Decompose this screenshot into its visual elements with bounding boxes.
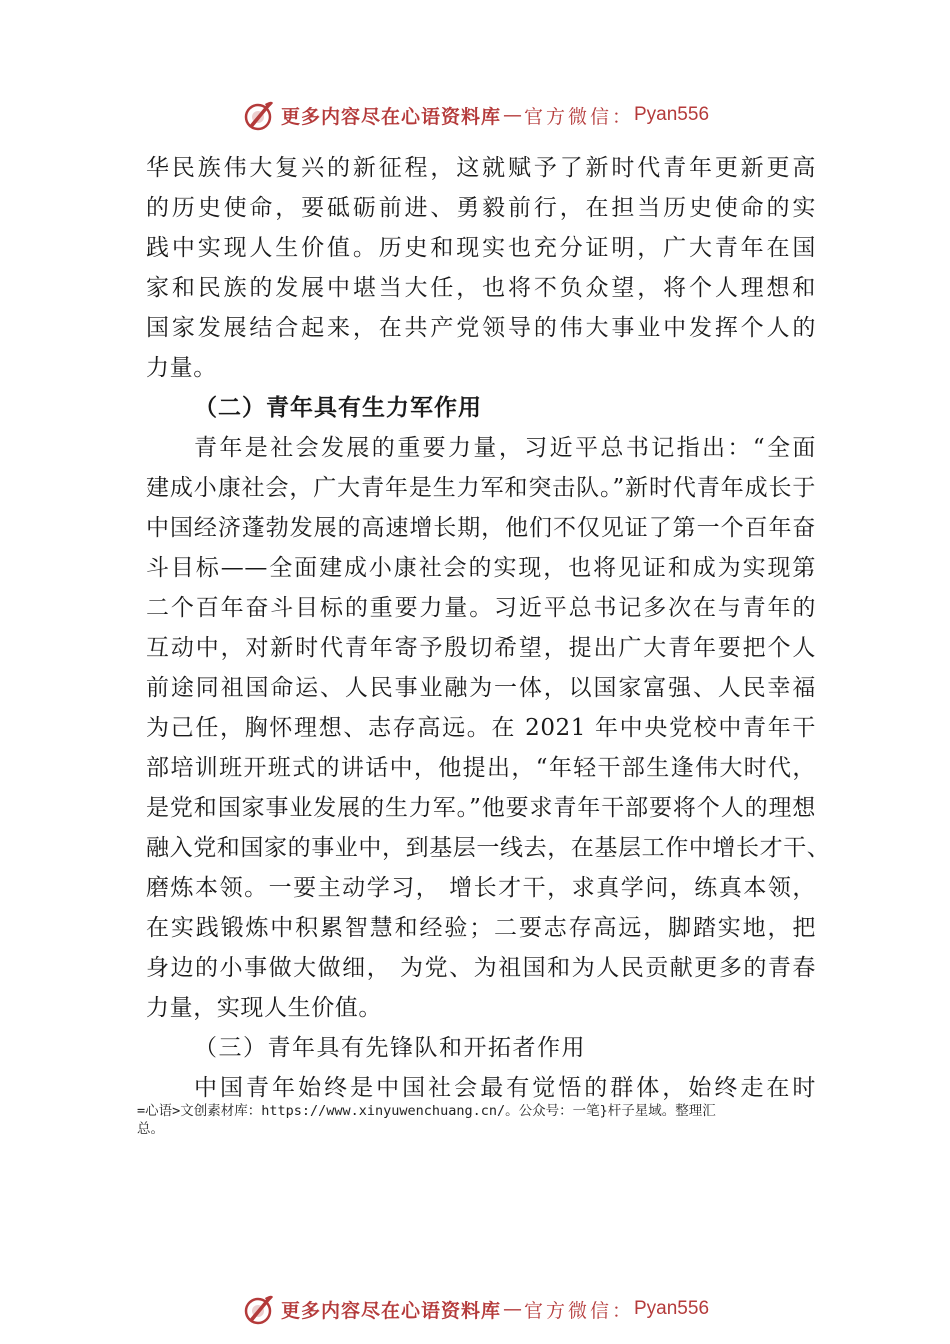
text-line: 青年是社会发展的重要力量，习近平总书记指出：“全面 xyxy=(194,435,816,461)
footnote-line: 总。 xyxy=(137,1121,164,1137)
banner-wechat-label: 官方微信： xyxy=(523,105,634,128)
text-line: 磨炼本领。一要主动学习， 增长才干，求真学问，练真本领， xyxy=(146,875,816,901)
text-line: 力量。 xyxy=(146,355,217,381)
text-line: 华民族伟大复兴的新征程，这就赋予了新时代青年更新更高 xyxy=(146,155,816,181)
text-line: 中国青年始终是中国社会最有觉悟的群体，始终走在时 xyxy=(194,1075,816,1101)
text-line: 斗目标——全面建成小康社会的实现，也将见证和成为实现第 xyxy=(146,555,816,581)
text-line: 建成小康社会，广大青年是生力军和突击队。”新时代青年成长于 xyxy=(146,475,816,501)
text-line: 部培训班开班式的讲话中，他提出，“年轻干部生逢伟大时代， xyxy=(146,755,816,781)
banner-wechat-id: Pyan556 xyxy=(634,1298,710,1319)
text-line: 的历史使命，要砥砺前进、勇毅前行，在担当历史使命的实 xyxy=(146,195,816,221)
source-footnote xyxy=(137,1102,837,1138)
text-line: 互动中，对新时代青年寄予殷切希望，提出广大青年要把个人 xyxy=(146,635,816,661)
banner-wechat-id: Pyan556 xyxy=(634,104,710,125)
paragraph-1 xyxy=(146,148,816,388)
section-heading-3: （三）青年具有先锋队和开拓者作用 xyxy=(194,1035,586,1061)
text-line: 力量，实现人生价值。 xyxy=(146,995,382,1021)
text-line: 家和民族的发展中堪当大任，也将不负众望，将个人理想和 xyxy=(146,275,816,301)
header-banner xyxy=(0,95,950,135)
text-line: 身边的小事做大做细， 为党、为祖国和为人民贡献更多的青春 xyxy=(146,955,816,981)
text-line: 在实践锻炼中积累智慧和经验；二要志存高远，脚踏实地，把 xyxy=(146,915,816,941)
footnote-line: =心语>文创素材库：https://www.xinyuwenchuang.cn/。公众号：一笔}杆子星域。整理汇 xyxy=(137,1103,716,1119)
text-line: 二个百年奋斗目标的重要力量。习近平总书记多次在与青年的 xyxy=(146,595,816,621)
banner-dash: — xyxy=(502,104,522,126)
banner-title: 更多内容尽在心语资料库 xyxy=(280,105,501,128)
banner-title: 更多内容尽在心语资料库 xyxy=(280,1299,501,1322)
banner-wechat-label: 官方微信： xyxy=(523,1299,634,1322)
banner-dash: — xyxy=(502,1298,522,1320)
text-line: 践中实现人生价值。历史和现实也充分证明，广大青年在国 xyxy=(146,235,816,261)
text-line: 中国经济蓬勃发展的高速增长期，他们不仅见证了第一个百年奋 xyxy=(146,515,816,541)
section-heading-2: （二）青年具有生力军作用 xyxy=(194,394,482,421)
paragraph-2 xyxy=(146,428,831,1028)
text-line: 是党和国家事业发展的生力军。”他要求青年干部要将个人的理想 xyxy=(146,795,816,821)
footer-banner xyxy=(0,1289,950,1329)
text-line: 前途同祖国命运、人民事业融为一体，以国家富强、人民幸福 xyxy=(146,675,816,701)
text-line: 为己任，胸怀理想、志存高远。在 2021 年中央党校中青年干 xyxy=(146,715,816,741)
document-body xyxy=(146,148,831,1108)
text-line: 国家发展结合起来，在共产党领导的伟大事业中发挥个人的 xyxy=(146,315,816,341)
text-line: 融入党和国家的事业中，到基层一线去，在基层工作中增长才干、 xyxy=(146,835,831,861)
quill-seal-logo-icon xyxy=(241,1292,275,1326)
quill-seal-logo-icon xyxy=(241,98,275,132)
